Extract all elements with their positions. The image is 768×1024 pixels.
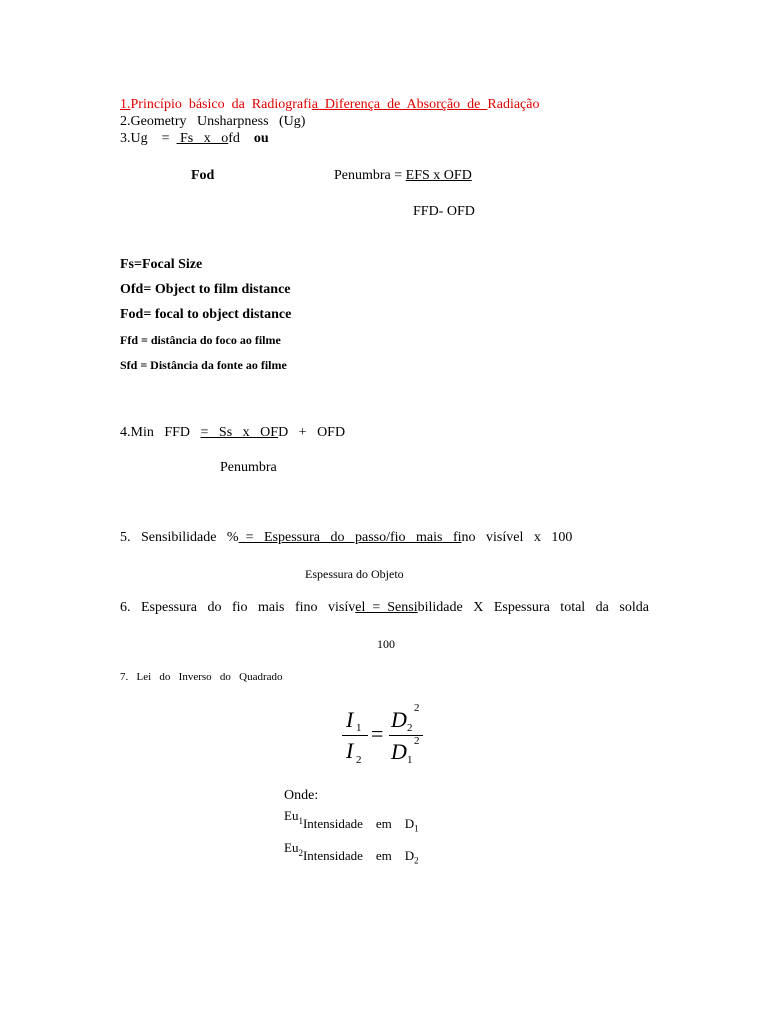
left-fraction-bar <box>342 735 368 736</box>
eu1-label: Eu <box>284 808 299 823</box>
eu1-definition <box>284 808 419 834</box>
min-ffd-denominator: Penumbra <box>220 460 277 475</box>
espessura-tail: bilidade X Espessura total da solda <box>417 600 649 615</box>
ug-or: ou <box>253 131 269 146</box>
min-ffd-tail: D + OFD <box>278 425 346 440</box>
eu2-text: Intensidade em D <box>302 848 415 863</box>
line1-text-c: Radiação <box>487 97 540 112</box>
sensibilidade-numerator: = Espessura do passo/fio mais fi <box>238 530 462 545</box>
equals-sign: = <box>371 721 384 746</box>
definition-ofd: Ofd= Object to film distance <box>120 282 291 297</box>
d1-symbol: D <box>391 739 407 764</box>
i2-subscript: 2 <box>356 754 362 766</box>
line1-text-a: Princípio básico da Radiografi <box>130 97 312 112</box>
min-ffd-numerator: = Ss x OF <box>200 425 279 440</box>
penumbra-denominator: FFD- OFD <box>413 204 475 219</box>
heading-line-2: 2.Geometry Unsharpness (Ug) <box>120 114 306 129</box>
ug-numerator-tail: fd <box>228 131 240 146</box>
ug-prefix: 3.Ug = <box>120 131 177 146</box>
sensibilidade-formula <box>120 530 572 546</box>
min-ffd-prefix: 4.Min FFD <box>120 425 201 440</box>
definition-fs: Fs=Focal Size <box>120 257 203 272</box>
d2-exponent: 2 <box>414 702 420 714</box>
i2-symbol: I <box>346 738 354 763</box>
definition-sfd: Sfd = Distância da fonte ao filme <box>120 358 287 372</box>
inverse-square-equation <box>340 703 440 771</box>
min-ffd-formula <box>120 425 345 441</box>
ug-numerator: Fs x o <box>176 131 229 146</box>
eu2-definition <box>284 840 419 866</box>
eu2-text-subscript: 2 <box>414 855 419 866</box>
sensibilidade-tail: no visível x 100 <box>461 530 573 545</box>
espessura-numerator: el = Sensi <box>355 600 418 615</box>
i1-symbol: I <box>346 707 354 732</box>
i1-subscript: 1 <box>356 722 362 734</box>
line1-number: 1. <box>120 97 131 112</box>
fod-denominator: Fod <box>191 168 215 183</box>
onde-label: Onde: <box>284 788 319 803</box>
eu1-text-subscript: 1 <box>414 823 419 834</box>
penumbra-formula <box>334 168 472 184</box>
espessura-formula <box>120 600 649 616</box>
sensibilidade-denominator: Espessura do Objeto <box>305 567 404 581</box>
inverse-square-heading: 7. Lei do Inverso do Quadrado <box>120 671 283 683</box>
eu1-text: Intensidade em D <box>302 816 415 831</box>
heading-line-1 <box>120 97 539 113</box>
sensibilidade-prefix: 5. Sensibilidade % <box>120 530 239 545</box>
definition-fod: Fod= focal to object distance <box>120 307 292 322</box>
espessura-denominator: 100 <box>377 637 395 651</box>
eu1-subscript: 1 <box>298 815 303 826</box>
definition-ffd: Ffd = distância do foco ao filme <box>120 333 281 347</box>
ug-formula-line <box>120 131 269 147</box>
line1-text-b: a Diferença de Absorção de <box>311 97 488 112</box>
penumbra-numerator: EFS x OFD <box>405 168 472 183</box>
eu2-subscript: 2 <box>298 847 303 858</box>
d1-exponent: 2 <box>414 735 420 747</box>
d1-subscript: 1 <box>407 754 413 766</box>
d2-subscript: 2 <box>407 722 413 734</box>
penumbra-label: Penumbra = <box>334 168 406 183</box>
eu2-label: Eu <box>284 840 299 855</box>
d2-symbol: D <box>391 707 407 732</box>
espessura-prefix: 6. Espessura do fio mais fino visív <box>120 600 356 615</box>
